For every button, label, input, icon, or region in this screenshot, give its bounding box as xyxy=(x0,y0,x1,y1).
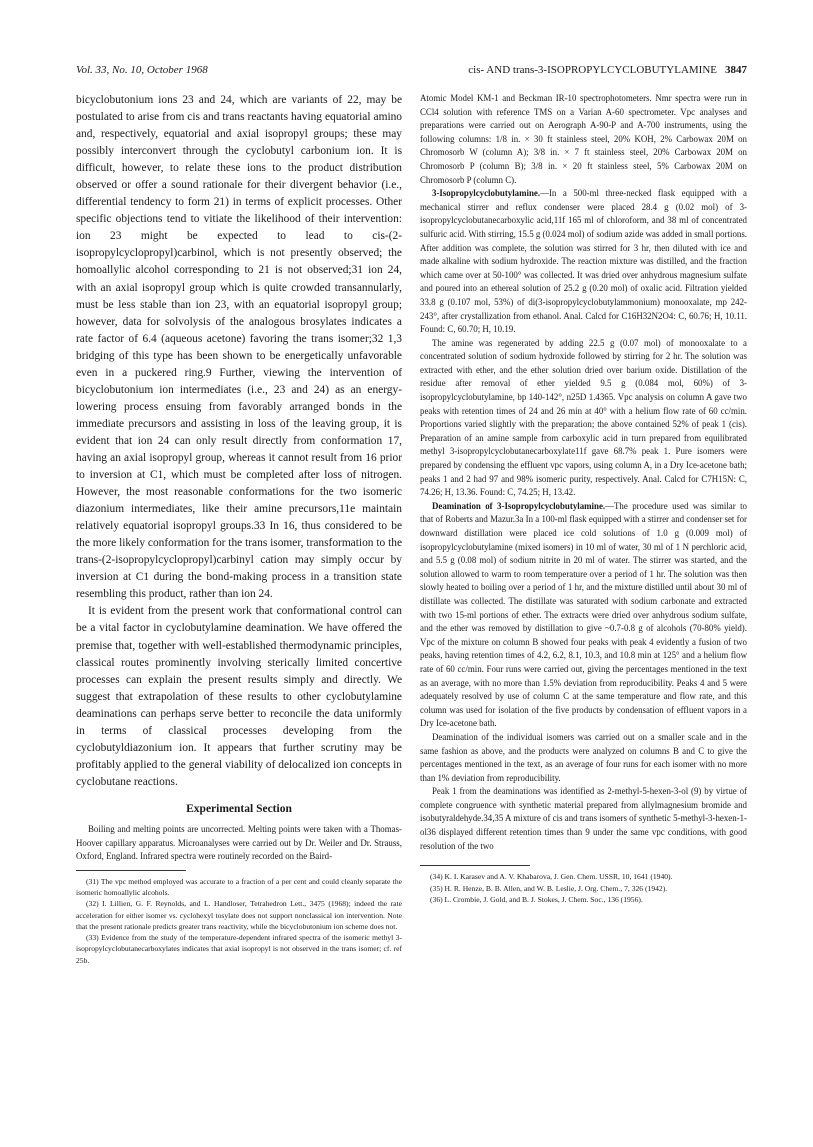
procedure-text: Deamination of the individual isomers was carried out on a smaller scale and in the same fashion as above, and the products were analyzed on columns B and C to give the percentages mentioned in the text, as an average of four runs for each isomer with no more than 1% deviation from reproducibility. xyxy=(420,731,747,783)
footnote: (35) H. R. Henze, B. B. Allen, and W. B. Leslie, J. Org. Chem., 7, 326 (1942). xyxy=(430,883,668,893)
footnote: (31) The vpc method employed was accurate to a fraction of a per cent and could cleanly separate the isomeric homoallylic alcohols. xyxy=(76,876,402,897)
footnote-rule xyxy=(76,870,186,871)
footnote-rule xyxy=(420,865,530,866)
procedure-text: Peak 1 from the deaminations was identified as 2-methyl-5-hexen-3-ol (9) by virtue of complete congruence with synthetic material prepared from allylmagnesium bromide and isobutyraldehyde.34,35 A mixture of cis and trans isomers of synthetic 5-methyl-3-hexen-1-ol36 displayed different retention times than 9 under the same vpc conditions, with good resolution of the two xyxy=(420,786,747,851)
experimental-intro: Boiling and melting points are uncorrected. Melting points were taken with a Thomas-Hoover capillary apparatus. Microanalyses were carried out by Dr. Weiler and Dr. Strauss, Oxford, England. Infrared spectra were routinely recorded on the Baird- xyxy=(76,823,402,862)
running-title-group xyxy=(468,62,747,78)
section-heading: Experimental Section xyxy=(186,802,292,815)
procedure-paragraph xyxy=(420,785,747,853)
paragraph: It is evident from the present work that conformational control can be a vital factor in cyclobutylamine deamination. We have offered the premise that, together with well-established thermodynamic principles, classical routes prominently involving sterically limited concertive processes can explain the present results simply and directly. We suggest that extrapolation of these results to other cyclobutylamine deaminations can perhaps serve better to reconcile the data uniformly in terms of classical processes developing from the cyclobutyldiazonium ion. It appears that further scrutiny may be profitably applied to the general viability of delocalized ion concepts in cyclobutane reactions. xyxy=(76,605,402,788)
footnote: (36) L. Crombie, J. Gold, and B. J. Stokes, J. Chem. Soc., 136 (1956). xyxy=(430,894,643,904)
procedure-paragraph xyxy=(420,337,747,500)
running-header xyxy=(76,62,747,78)
procedure-paragraph xyxy=(420,500,747,731)
running-title: cis- AND trans-3-ISOPROPYLCYCLOBUTYLAMINE xyxy=(468,64,717,76)
procedure-text: —In a 500-ml three-necked flask equipped with a mechanical stirrer and reflux condenser were placed 28.4 g (0.02 mol) of 3-isopropylcyclobutanecarboxylic acid,11f 165 ml of chloroform, and 38 ml of concentrated sulfuric acid. With stirring, 15.5 g (0.024 mol) of sodium azide was added in small portions. After addition was complete, the solution was stirred for 3 hr, then diluted with ice and made alkaline with sodium hydroxide. The reaction mixture was distilled, and the fraction which came over at 50-100° was collected. It was dried over anhydrous magnesium sulfate and poured into an ethereal solution of 25.2 g (0.20 mol) of oxalic acid. Filtration yielded 33.8 g (0.107 mol, 53%) of di(3-isopropylcyclobutylammonium) monooxalate, mp 242-243°, after crystallization from ethanol. Anal. Calcd for C16H32N2O4: C, 60.76; H, 10.11. Found: C, 60.70; H, 10.19. xyxy=(420,188,747,335)
procedure-text: —The procedure used was similar to that of Roberts and Mazur.3a In a 100-ml flask equipped with a stirrer and condenser set for downward distillation were placed ice cold solutions of 1.0 g (0.009 mol) of isopropylcyclobutylamine (mixed isomers) in 10 ml of water, 30 ml of 1 N perchloric acid, and 5.5 g (0.08 mol) of sodium nitrite in 20 ml of water. The stirrer was started, and the solution allowed to warm to room temperature over a period of 1 hr. The solution was then slowly heated to boiling over a period of 1 hr, and the mixture distilled until about 30 ml of distillate was collected. The distillate was saturated with sodium carbonate and extracted with two 15-ml portions of ether. The extracts were dried over anhydrous sodium sulfate, and the ether was removed by distillation to give ~0.7-0.8 g of alcohols (70-80% yield). Vpc of the mixture on column B showed four peaks with peak 4 evidently a fusion of two peaks, having retention times of 4.2, 6.2, 8.1, 10.3, and 10.8 min at 125° and a helium flow rate of 60 cc/min. Four runs were carried out, giving the percentages mentioned in the text as an average, with no more than 1.5% deviation from reproducibility. Peaks 4 and 5 were adequately resolved by use of column C at the same temperature and flow rate, and this column was used for isolation of the five products by condensation of effluent vapors in a Dry Ice-acetone bath. xyxy=(420,500,747,729)
paragraph: bicyclobutonium ions 23 and 24, which are variants of 22, may be postulated to arise from cis and trans reactants having equatorial amino and, respectively, equatorial and axial isopropyl groups; these may possibly interconvert through the cyclobutyl carbonium ion. It is difficult, however, to relate these ions to the product distribution observed or offer a sound rationale for their divergent behavior (i.e., differential tendency to form 21) in terms of explicit processes. Other specific objections tend to vitiate the likelihood of their intervention: ion 23 might be expected to lead to cis-(2-isopropylcyclopropyl)carbinol, which is not presently observed; the homoallylic alcohol corresponding to 21 is not observed;31 ion 24, with an axial isopropyl group which is quite crowded transannularly, must be less stable than ion 23, with an equatorial isopropyl group; however, data for solvolysis of the analogous brosylates indicates a rate factor of 6.4 (aqueous acetone) favoring the trans isomer;32 1,3 bridging of this type has been shown to be energetically unfavorable even in a puckered ring.9 Further, viewing the intervention of bicyclobutonium ion intermediates (i.e., 23 and 24) as an energy-lowering process ensuing from favorably arranged bonds in the immediate precursors and assisting in loss of the leaving group, it is evident that ion 24 can only result directly from conformation 17, having an axial isopropyl group, whereas it cannot result from 16 prior to inversion at C1, which must be completed after loss of nitrogen. However, the most reasonable conformations for the two isomeric diazonium intermediates, like their amine precursors,11e maintain relatively equatorial isopropyl groups.33 In 16, thus considered to be the more likely conformation for the trans isomer, transformation to the trans-(2-isopropylcyclopropyl)carbinyl cation may simply occur by inversion at C1 during the bond-making process in a transition state resembling this product, rather than ion 24. xyxy=(76,94,402,601)
right-column xyxy=(420,92,747,905)
left-column xyxy=(76,92,402,966)
discussion-text xyxy=(76,92,402,791)
volume-issue: Vol. 33, No. 10, October 1968 xyxy=(76,64,208,76)
run-in-heading: Deamination of 3-Isopropylcyclobutylamine. xyxy=(432,500,606,511)
procedure-text: The amine was regenerated by adding 22.5 g (0.07 mol) of monooxalate to a concentrated solution of sodium hydroxide followed by stirring for 2 hr. The solution was extracted with ether, and the ether solution dried over barium oxide. Distillation of the residue after removal of ether yielded 9.5 g (0.084 mol, 60%) of 3-isopropylcyclobutylamine, bp 140-142°, n25D 1.4365. Vpc analysis on column A gave two peaks with retention times of 24 and 26 min at 40° with a helium flow rate of 60 cc/min. Proportions varied slightly with the preparation; the above contained 52% of peak 1 (cis). Preparation of an amine sample from carboxylic acid in turn prepared from equilibrated methyl 3-isopropylcyclobutanecarboxylate11f gave 68.7% peak 1. Pure isomers were prepared by condensing the effluent vpc vapors, using column A, in a Dry Ice-acetone bath; peaks 1 and 2 had 97 and 98% isomeric purity, respectively. Anal. Calcd for C7H15N: C, 74.26; H, 13.36. Found: C, 74.25; H, 13.42. xyxy=(420,337,747,498)
instrument-paragraph: Atomic Model KM-1 and Beckman IR-10 spectrophotometers. Nmr spectra were run in CCl4 solution with reference TMS on a Varian A-60 spectrometer. Vpc analyses and preparations were carried out on Aerograph A-90-P and A-700 instruments, using the following columns: 1/8 in. × 30 ft stainless steel, 20% KOH, 2% Carbowax 20M on Chromosorb W (column A); 3/8 in. × 7 ft stainless steel, 20% Carbowax 20M on Chromosorb P (column B); 3/8 in. × 20 ft stainless steel, 5% Carbowax 20M on Chromosorb P (column C). xyxy=(420,93,747,185)
run-in-heading: 3-Isopropylcyclobutylamine. xyxy=(432,188,541,199)
procedure-paragraph xyxy=(420,187,747,337)
footnote: (33) Evidence from the study of the temperature-dependent infrared spectra of the isomeric methyl 3-isopropylcyclobutanecarboxylates indicates that axial isopropyl is not observed in the trans isomer; cf. ref 25b. xyxy=(76,933,402,965)
page-number: 3847 xyxy=(725,64,747,76)
footnote: (34) K. I. Karasev and A. V. Khabarova, J. Gen. Chem. USSR, 10, 1641 (1940). xyxy=(430,872,673,882)
procedure-paragraph xyxy=(420,731,747,785)
footnote: (32) I. Lillien, G. F. Reynolds, and L. Handloser, Tetrahedron Lett., 3475 (1968); indeed the rate acceleration for either isomer vs. cyclohexyl tosylate does not support nonclassical ion intervention. Note that the present rationale predicts greater trans reactivity, while the bicyclobutonium ion scheme does not. xyxy=(76,899,402,931)
